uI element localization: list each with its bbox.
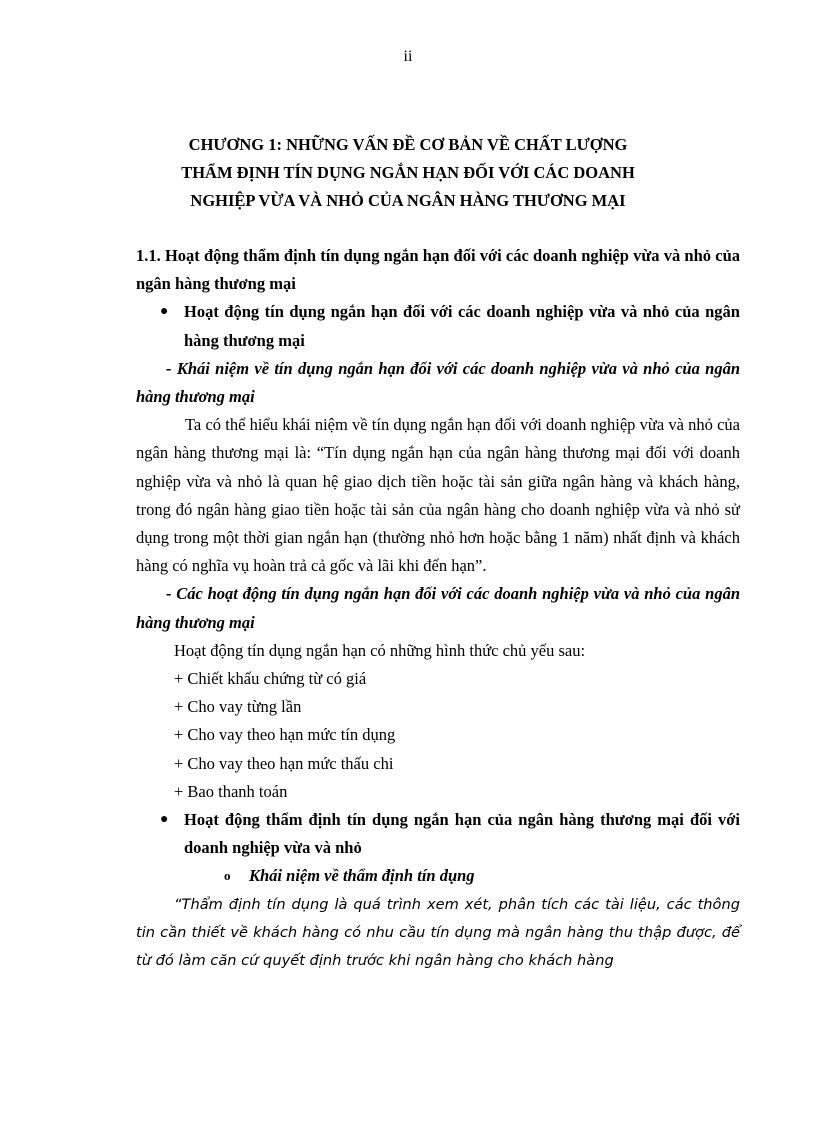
page-number: ii	[403, 48, 413, 65]
list-item: + Cho vay theo hạn mức thấu chi	[174, 753, 394, 773]
chapter-title-line-1: CHƯƠNG 1: NHỮNG VẤN ĐỀ CƠ BẢN VỀ CHẤT LƯỢNG	[188, 135, 628, 154]
bullet-text: Hoạt động thẩm định tín dụng ngắn hạn của ngân hàng thương mại đối với doanh nghiệp vừa và nhỏ	[184, 810, 740, 858]
subheading-credit-concept: - Khái niệm về tín dụng ngắn hạn đối với các doanh nghiệp vừa và nhỏ của ngân hàng thương mại	[136, 358, 740, 407]
list-item: + Chiết khấu chứng từ có giá	[174, 669, 367, 689]
quote-appraisal-definition: “Thẩm định tín dụng là quá trình xem xét, phân tích các tài liệu, các thông tin cần thiết về khách hàng có nhu cầu tín dụng mà ngân hàng thu thập được, để từ đó làm căn cứ quyết định trước khi ngân hàng cho khách hàng	[136, 895, 740, 970]
list-item: + Bao thanh toán	[174, 781, 288, 801]
bullet-text: Hoạt động tín dụng ngắn hạn đối với các doanh nghiệp vừa và nhỏ của ngân hàng thương mại	[184, 302, 740, 350]
circle-bullet-icon: o	[224, 868, 231, 884]
forms-intro: Hoạt động tín dụng ngắn hạn có những hình thức chủ yếu sau:	[174, 640, 586, 660]
document-body	[136, 242, 740, 975]
section-heading-1-1: 1.1. Hoạt động thẩm định tín dụng ngắn hạn đối với các doanh nghiệp vừa và nhỏ của ngân hàng thương mại	[136, 246, 740, 294]
bullet-item-credit-activity	[136, 298, 740, 354]
sub-bullet-text: Khái niệm về thẩm định tín dụng	[249, 866, 475, 886]
paragraph-credit-definition: Ta có thể hiểu khái niệm về tín dụng ngắn hạn đối với doanh nghiệp vừa và nhỏ của ngân hàng thương mại là: “Tín dụng ngắn hạn của ngân hàng thương mại đối với doanh nghiệp vừa và nhỏ là quan hệ giao dịch tiền hoặc tài sản giữa ngân hàng và khách hàng, trong đó ngân hàng giao tiền hoặc tài sản của ngân hàng cho doanh nghiệp vừa và nhỏ sử dụng trong một thời gian ngắn hạn (thường nhỏ hơn hoặc bằng 1 năm) nhất định và khách hàng có nghĩa vụ hoàn trả cả gốc và lãi khi đến hạn”.	[136, 415, 740, 576]
bullet-icon: ●	[160, 812, 169, 828]
subheading-credit-activities: - Các hoạt động tín dụng ngắn hạn đối với các doanh nghiệp vừa và nhỏ của ngân hàng thương mại	[136, 584, 740, 632]
bullet-item-appraisal-activity	[136, 806, 740, 862]
list-item: + Cho vay theo hạn mức tín dụng	[174, 725, 396, 745]
forms-list	[136, 665, 740, 806]
list-item: + Cho vay từng lần	[174, 697, 302, 717]
chapter-title-line-2: THẨM ĐỊNH TÍN DỤNG NGẮN HẠN ĐỐI VỚI CÁC DOANH	[181, 163, 635, 182]
chapter-title-line-3: NGHIỆP VỪA VÀ NHỎ CỦA NGÂN HÀNG THƯƠNG MẠI	[190, 191, 626, 210]
chapter-title	[110, 131, 706, 215]
sub-bullet-appraisal-concept	[136, 862, 740, 890]
bullet-icon: ●	[160, 304, 169, 320]
